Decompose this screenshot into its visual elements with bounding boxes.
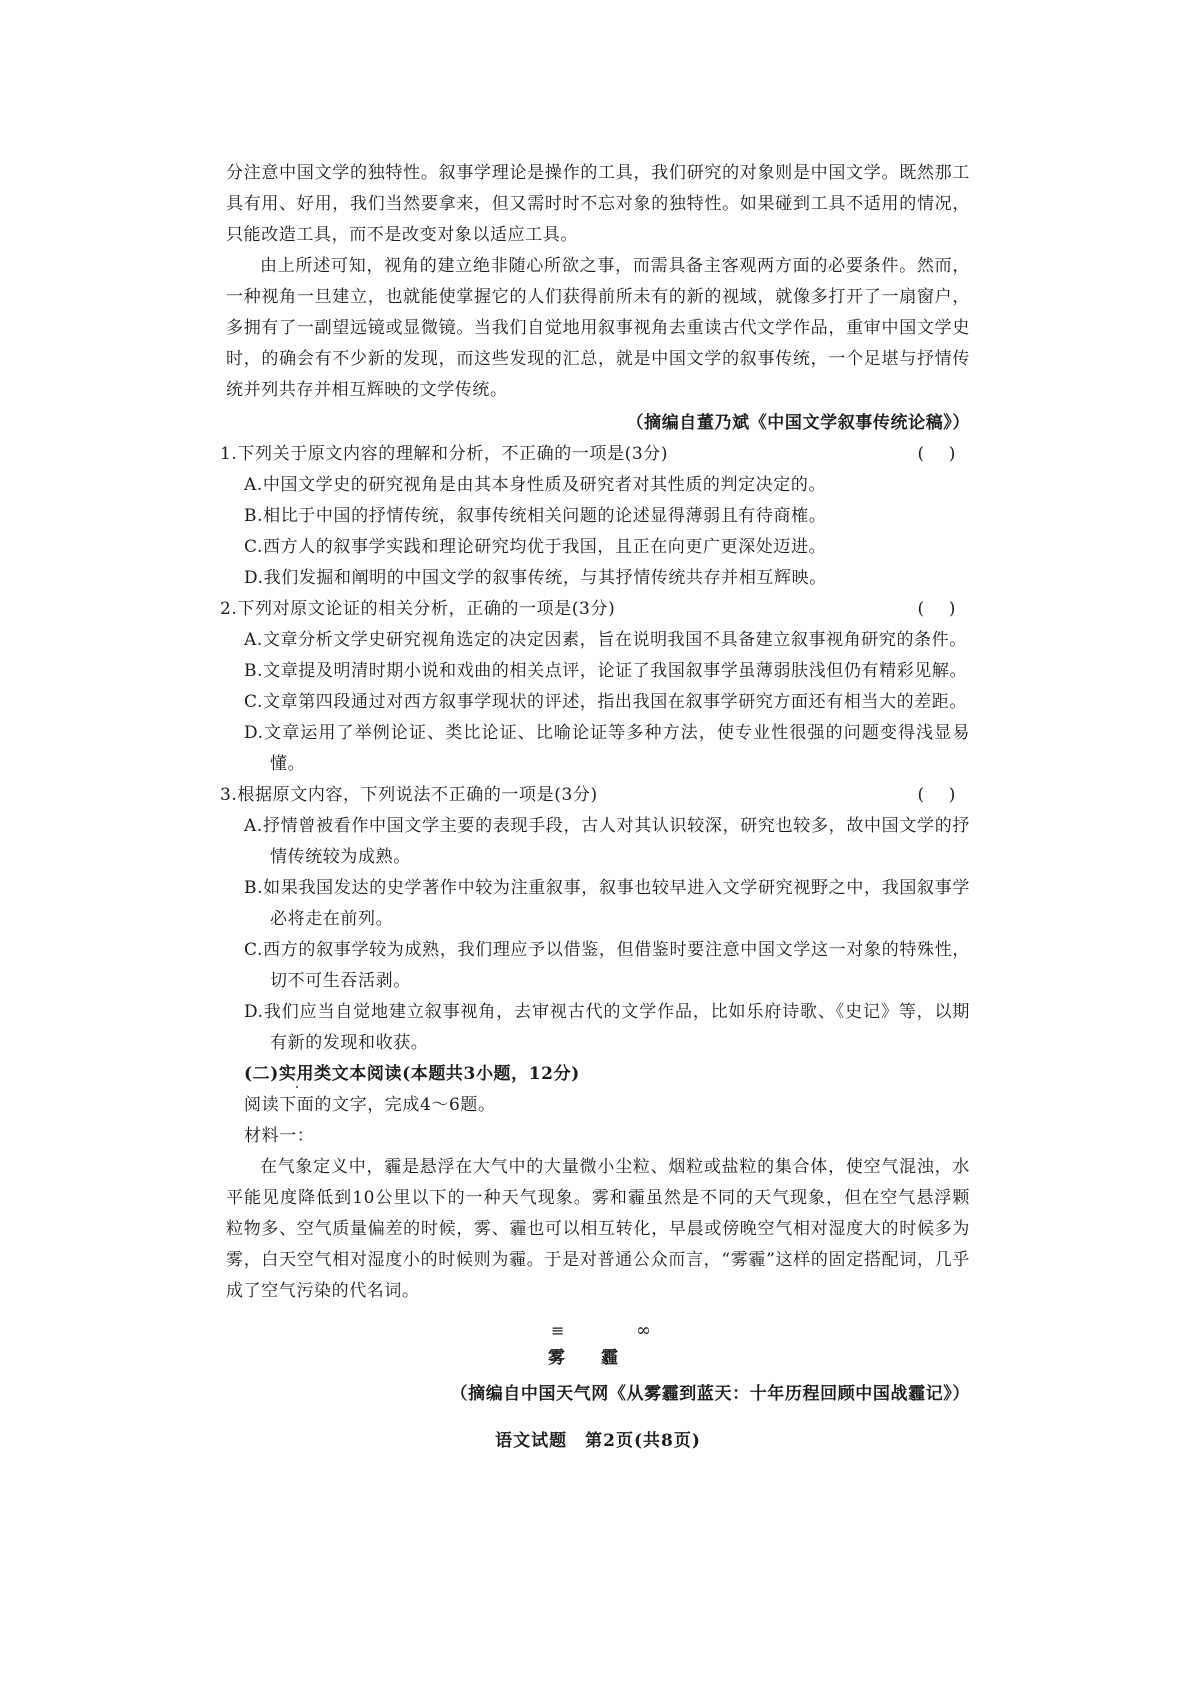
material-text: 在气象定义中，霾是悬浮在大气中的大量微小尘粒、烟粒或盐粒的集合体，使空气混浊，水平能见度降低到10公里以下的一种天气现象。雾和霾虽然是不同的天气现象，但在空气悬浮颗粒物多、空气质量偏差的时候，雾、霾也可以相互转化，早晨或傍晚空气相对湿度大的时候多为雾，白天空气相对湿度小的时候则为霾。于是对普通公众而言，“雾霾”这样的固定搭配词，几乎成了空气污染的代名词。	[226, 1157, 970, 1301]
option-c: C.西方的叙事学较为成熟，我们理应予以借鉴，但借鉴时要注意中国文学这一对象的特殊性，切不可生吞活剥。	[244, 940, 970, 991]
option-d: D.文章运用了举例论证、类比论证、比喻论证等多种方法，使专业性很强的问题变得浅显易懂。	[244, 723, 970, 774]
answer-bracket: ( )	[917, 444, 956, 464]
passage-paragraph-2: 由上所述可知，视角的建立绝非随心所欲之事，而需具备主客观两方面的必要条件。然而，一种视角一旦建立，也就能使掌握它的人们获得前所未有的新的视域，就像多打开了一扇窗户，多拥有了一副望远镜或显微镜。当我们自觉地用叙事视角去重读古代文学作品，重审中国文学史时，的确会有不少新的发现，而这些发现的汇总，就是中国文学的叙事传统，一个足堪与抒情传统并列共存并相互辉映的文学传统。	[226, 256, 970, 400]
question-stem-text: 1.下列关于原文内容的理解和分析，不正确的一项是(3分)	[220, 444, 669, 464]
figure-symbol-right: ∞	[636, 1320, 652, 1341]
section-heading: (二)实用类文本阅读(本题共3小题，12分)	[244, 1064, 580, 1084]
page-footer: 语文试题 第2页(共8页)	[495, 1431, 701, 1451]
question-stem-text: 2.下列对原文论证的相关分析，正确的一项是(3分)	[220, 599, 616, 619]
figure	[226, 1315, 970, 1379]
answer-bracket: ( )	[917, 599, 956, 619]
question-1	[220, 439, 970, 594]
question-3	[220, 780, 970, 1059]
option-b: B.文章提及明清时期小说和戏曲的相关点评，论证了我国叙事学虽薄弱肤浅但仍有精彩见解。	[244, 661, 968, 681]
material-label: 材料一：	[244, 1126, 315, 1146]
question-2	[220, 594, 970, 780]
question-stem	[220, 439, 970, 470]
figure-symbol-left: ≡	[551, 1321, 566, 1340]
question-stem-text: 3.根据原文内容，下列说法不正确的一项是(3分)	[220, 785, 598, 805]
option-a: A.文章分析文学史研究视角选定的决定因素，旨在说明我国不具备建立叙事视角研究的条件。	[244, 630, 967, 650]
passage-paragraph-1: 分注意中国文学的独特性。叙事学理论是操作的工具，我们研究的对象则是中国文学。既然那工具有用、好用，我们当然要拿来，但又需时时不忘对象的独特性。如果碰到工具不适用的情况，只能改造工具，而不是改变对象以适应工具。	[226, 163, 970, 245]
figure-source: （摘编自中国天气网《从雾霾到蓝天：十年历程回顾中国战霾记》）	[450, 1384, 970, 1404]
figure-caption: 雾霾	[548, 1348, 654, 1368]
section-instruction: 阅读下面的文字，完成4～6题。	[244, 1095, 496, 1115]
page-content	[220, 158, 970, 1457]
option-d: D.我们发掘和阐明的中国文学的叙事传统，与其抒情传统共存并相互辉映。	[244, 568, 827, 588]
scan-speck	[296, 1086, 298, 1088]
option-a: A.抒情曾被看作中国文学主要的表现手段，古人对其认识较深，研究也较多，故中国文学的抒情传统较为成熟。	[244, 816, 970, 867]
option-a: A.中国文学史的研究视角是由其本身性质及研究者对其性质的判定决定的。	[244, 475, 827, 495]
passage-source: （摘编自董乃斌《中国文学叙事传统论稿》）	[626, 413, 970, 433]
option-c: C.西方人的叙事学实践和理论研究均优于我国，且正在向更广更深处迈进。	[244, 537, 827, 557]
answer-bracket: ( )	[917, 785, 956, 805]
question-stem	[220, 780, 970, 811]
option-c: C.文章第四段通过对西方叙事学现状的评述，指出我国在叙事学研究方面还有相当大的差距。	[244, 692, 968, 712]
option-d: D.我们应当自觉地建立叙事视角，去审视古代的文学作品，比如乐府诗歌、《史记》等，以期有新的发现和收获。	[244, 1002, 970, 1053]
option-b: B.相比于中国的抒情传统，叙事传统相关问题的论述显得薄弱且有待商榷。	[244, 506, 827, 526]
question-stem	[220, 594, 970, 625]
option-b: B.如果我国发达的史学著作中较为注重叙事，叙事也较早进入文学研究视野之中，我国叙事学必将走在前列。	[244, 878, 970, 929]
